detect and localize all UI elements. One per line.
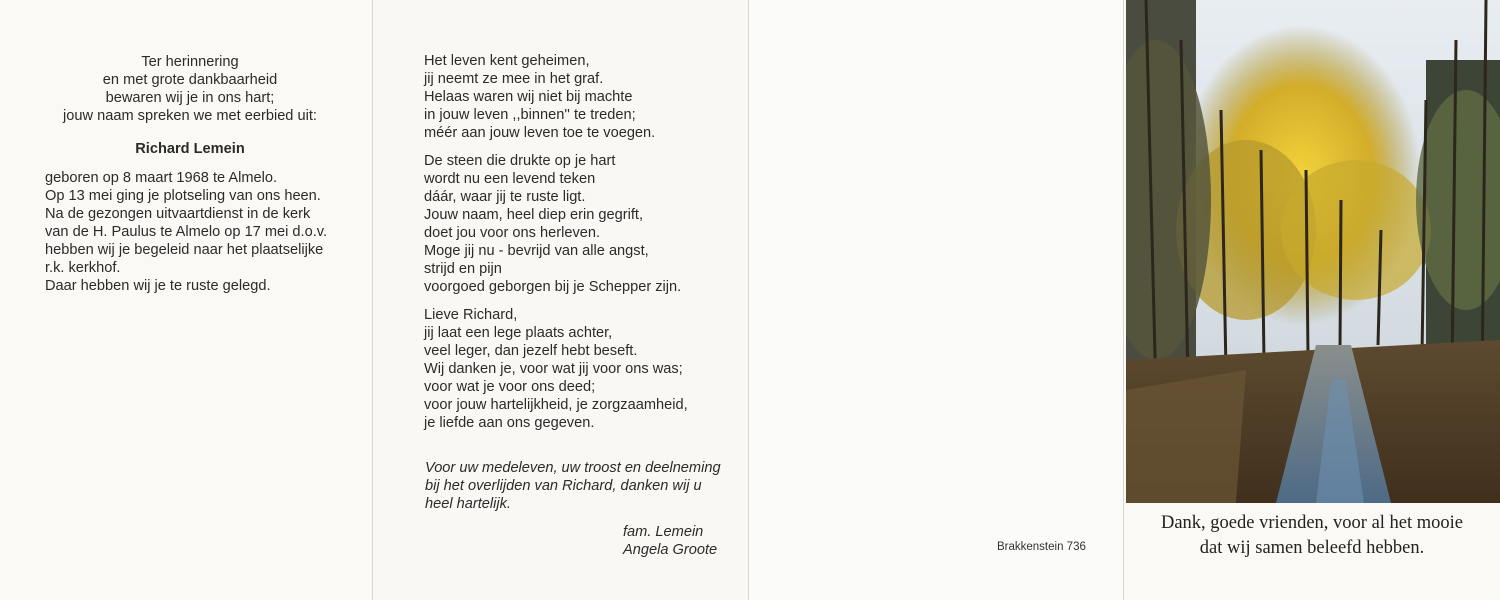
bio-line: r.k. kerkhof.	[45, 260, 121, 276]
bio-line: Op 13 mei ging je plotseling van ons heen.	[45, 188, 321, 204]
poem-line: De steen die drukte op je hart	[424, 153, 616, 169]
poem-line: in jouw leven ,,binnen'' te treden;	[424, 107, 636, 123]
thanks-line: Voor uw medeleven, uw troost en deelneming	[425, 460, 721, 476]
poem-line: méér aan jouw leven toe te voegen.	[424, 125, 656, 141]
signature	[623, 523, 717, 559]
intro-line: en met grote dankbaarheid	[102, 72, 278, 88]
poem-line: voorgoed geborgen bij je Schepper zijn.	[424, 279, 682, 295]
biography-text	[45, 169, 327, 295]
intro-text	[0, 53, 380, 125]
photo-caption	[1124, 511, 1500, 561]
poem-line: Het leven kent geheimen,	[424, 53, 590, 69]
caption-line: dat wij samen beleefd hebben.	[1199, 538, 1425, 558]
inner-right-panel	[372, 0, 748, 600]
signature-line: Angela Groote	[623, 542, 718, 558]
bio-line: van de H. Paulus te Almelo op 17 mei d.o.v.	[45, 224, 328, 240]
back-panel	[748, 0, 1124, 600]
poem-line: veel leger, dan jezelf hebt beseft.	[424, 343, 638, 359]
poem-line: strijd en pijn	[424, 261, 502, 277]
poem-line: je liefde aan ons gegeven.	[424, 415, 595, 431]
poem-line: voor jouw hartelijkheid, je zorgzaamheid,	[424, 397, 688, 413]
poem-line: Moge jij nu - bevrijd van alle angst,	[424, 243, 649, 259]
forest-path-photo	[1126, 0, 1500, 503]
fold-line	[372, 0, 373, 600]
poem-line: dáár, waar jij te ruste ligt.	[424, 189, 586, 205]
poem-line: doet jou voor ons herleven.	[424, 225, 601, 241]
bio-line: Na de gezongen uitvaartdienst in de kerk	[45, 206, 311, 222]
intro-line: bewaren wij je in ons hart;	[105, 90, 275, 106]
intro-line: Ter herinnering	[141, 54, 239, 70]
bio-line: geboren op 8 maart 1968 te Almelo.	[45, 170, 278, 186]
publisher-code: Brakkenstein 736	[997, 541, 1086, 553]
forest-path-illustration	[1126, 0, 1500, 503]
caption-line: Dank, goede vrienden, voor al het mooie	[1160, 513, 1464, 533]
fold-line	[1123, 0, 1124, 600]
thanks-note	[425, 459, 721, 513]
fold-line	[748, 0, 749, 600]
poem-line: wordt nu een levend teken	[424, 171, 596, 187]
poem-line: jij neemt ze mee in het graf.	[424, 71, 604, 87]
poem-line: voor wat je voor ons deed;	[424, 379, 596, 395]
poem-stanza-3	[424, 306, 688, 432]
bio-line: Daar hebben wij je te ruste gelegd.	[45, 278, 271, 294]
front-cover-panel	[1124, 0, 1500, 600]
poem-line: Lieve Richard,	[424, 307, 518, 323]
poem-stanza-2	[424, 152, 688, 296]
signature-line: fam. Lemein	[623, 524, 704, 540]
intro-line: jouw naam spreken we met eerbied uit:	[63, 108, 317, 124]
poem-line: jij laat een lege plaats achter,	[424, 325, 613, 341]
poem-line: Wij danken je, voor wat jij voor ons was;	[424, 361, 683, 377]
thanks-line: heel hartelijk.	[425, 496, 511, 512]
inner-left-panel	[0, 0, 372, 600]
poem-stanza-1	[424, 52, 688, 142]
thanks-line: bij het overlijden van Richard, danken wij u	[425, 478, 702, 494]
bio-line: hebben wij je begeleid naar het plaatselijke	[45, 242, 324, 258]
poem-line: Helaas waren wij niet bij machte	[424, 89, 633, 105]
poem	[424, 52, 688, 442]
poem-line: Jouw naam, heel diep erin gegrift,	[424, 207, 644, 223]
deceased-name: Richard Lemein	[135, 141, 245, 157]
